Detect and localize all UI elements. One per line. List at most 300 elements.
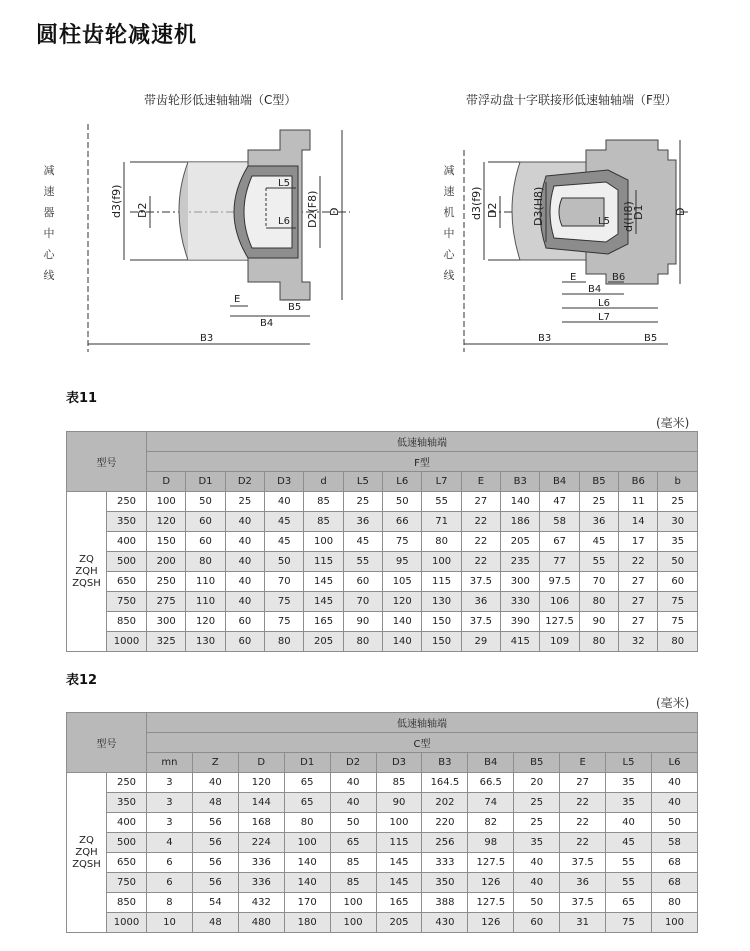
column-header: D3 (265, 472, 304, 492)
diagram-c-drawing (70, 110, 390, 360)
table-row (67, 813, 698, 833)
value-cell: 40 (225, 552, 264, 572)
table-row (67, 773, 698, 793)
value-cell: 22 (461, 532, 500, 552)
value-cell: 50 (383, 492, 422, 512)
value-cell: 95 (383, 552, 422, 572)
dim-e: E (234, 294, 241, 305)
side-char: 机 (443, 206, 455, 219)
value-cell: 256 (422, 833, 468, 853)
dim-d2f8: D2(F8) (306, 190, 319, 228)
side-char: 心 (43, 248, 55, 261)
value-cell: 35 (514, 833, 560, 853)
value-cell: 127.5 (468, 893, 514, 913)
value-cell: 36 (461, 592, 500, 612)
value-cell: 90 (376, 793, 422, 813)
table-row (67, 853, 698, 873)
column-header: d (304, 472, 343, 492)
value-cell: 60 (186, 512, 225, 532)
value-cell: 60 (514, 913, 560, 933)
dim-dh8: d(H8) (622, 201, 635, 232)
value-cell: 45 (606, 833, 652, 853)
value-cell: 85 (304, 512, 343, 532)
value-cell: 82 (468, 813, 514, 833)
table-row (67, 913, 698, 933)
value-cell: 40 (651, 793, 697, 813)
value-cell: 100 (304, 532, 343, 552)
value-cell: 115 (422, 572, 461, 592)
value-cell: 55 (579, 552, 618, 572)
value-cell: 50 (658, 552, 698, 572)
value-cell: 126 (468, 873, 514, 893)
column-header: D (147, 472, 186, 492)
size-cell: 650 (107, 572, 147, 592)
value-cell: 65 (284, 793, 330, 813)
side-char: 中 (43, 227, 55, 240)
value-cell: 56 (192, 833, 238, 853)
dim-b4: B4 (260, 318, 274, 329)
value-cell: 120 (147, 512, 186, 532)
dim-e: E (570, 272, 577, 283)
value-cell: 29 (461, 632, 500, 652)
column-header: B5 (579, 472, 618, 492)
value-cell: 100 (330, 913, 376, 933)
value-cell: 50 (330, 813, 376, 833)
column-header: E (560, 753, 606, 773)
value-cell: 22 (560, 833, 606, 853)
value-cell: 27 (619, 612, 658, 632)
column-header: D1 (284, 753, 330, 773)
series-name: ZQ (79, 834, 94, 846)
value-cell: 65 (284, 773, 330, 793)
group-header: 低速轴轴端 (147, 432, 698, 452)
value-cell: 145 (304, 592, 343, 612)
value-cell: 300 (501, 572, 540, 592)
value-cell: 150 (422, 632, 461, 652)
series-cell (67, 492, 107, 652)
value-cell: 66.5 (468, 773, 514, 793)
value-cell: 25 (343, 492, 382, 512)
value-cell: 75 (265, 592, 304, 612)
diagram-f-drawing (458, 110, 708, 360)
value-cell: 80 (651, 893, 697, 913)
value-cell: 85 (376, 773, 422, 793)
value-cell: 40 (265, 492, 304, 512)
value-cell: 25 (579, 492, 618, 512)
value-cell: 8 (147, 893, 193, 913)
value-cell: 77 (540, 552, 579, 572)
value-cell: 48 (192, 913, 238, 933)
column-header: L5 (606, 753, 652, 773)
dim-b3: B3 (200, 333, 214, 344)
type-header: C型 (147, 733, 698, 753)
side-char: 线 (43, 269, 55, 282)
value-cell: 45 (265, 532, 304, 552)
size-cell: 650 (107, 853, 147, 873)
value-cell: 60 (225, 632, 264, 652)
value-cell: 30 (658, 512, 698, 532)
table-row (67, 612, 698, 632)
size-cell: 750 (107, 592, 147, 612)
table12 (66, 712, 698, 933)
value-cell: 50 (186, 492, 225, 512)
value-cell: 25 (514, 813, 560, 833)
value-cell: 205 (304, 632, 343, 652)
value-cell: 40 (514, 873, 560, 893)
table-row (67, 492, 698, 512)
value-cell: 180 (284, 913, 330, 933)
dim-b4: B4 (588, 284, 602, 295)
value-cell: 150 (422, 612, 461, 632)
value-cell: 37.5 (560, 853, 606, 873)
value-cell: 55 (343, 552, 382, 572)
value-cell: 105 (383, 572, 422, 592)
side-char: 线 (443, 269, 455, 282)
value-cell: 40 (606, 813, 652, 833)
value-cell: 56 (192, 873, 238, 893)
value-cell: 115 (304, 552, 343, 572)
dim-d1: D1 (632, 204, 645, 220)
value-cell: 120 (238, 773, 284, 793)
value-cell: 58 (651, 833, 697, 853)
value-cell: 75 (658, 592, 698, 612)
group-header: 低速轴轴端 (147, 713, 698, 733)
value-cell: 6 (147, 873, 193, 893)
value-cell: 80 (186, 552, 225, 572)
value-cell: 36 (560, 873, 606, 893)
value-cell: 145 (376, 873, 422, 893)
value-cell: 10 (147, 913, 193, 933)
dim-d: D (328, 207, 341, 216)
value-cell: 432 (238, 893, 284, 913)
value-cell: 130 (186, 632, 225, 652)
dim-d3: d3(f9) (470, 186, 483, 220)
value-cell: 60 (343, 572, 382, 592)
size-cell: 400 (107, 532, 147, 552)
column-header: B5 (514, 753, 560, 773)
value-cell: 140 (383, 612, 422, 632)
column-header: b (658, 472, 698, 492)
value-cell: 65 (330, 833, 376, 853)
dim-l5: L5 (278, 178, 290, 189)
value-cell: 25 (658, 492, 698, 512)
value-cell: 145 (304, 572, 343, 592)
table-row (67, 793, 698, 813)
column-header: B3 (501, 472, 540, 492)
value-cell: 14 (619, 512, 658, 532)
value-cell: 430 (422, 913, 468, 933)
value-cell: 80 (579, 592, 618, 612)
value-cell: 45 (343, 532, 382, 552)
value-cell: 80 (658, 632, 698, 652)
value-cell: 40 (225, 572, 264, 592)
value-cell: 70 (343, 592, 382, 612)
size-cell: 1000 (107, 913, 147, 933)
value-cell: 60 (186, 532, 225, 552)
value-cell: 27 (461, 492, 500, 512)
dim-d3h8: D3(H8) (532, 186, 545, 226)
value-cell: 35 (606, 773, 652, 793)
value-cell: 65 (606, 893, 652, 913)
value-cell: 70 (265, 572, 304, 592)
value-cell: 164.5 (422, 773, 468, 793)
value-cell: 47 (540, 492, 579, 512)
dim-d2: D2 (136, 202, 149, 218)
column-header: E (461, 472, 500, 492)
value-cell: 27 (619, 572, 658, 592)
dim-l6: L6 (598, 298, 610, 309)
value-cell: 120 (186, 612, 225, 632)
size-cell: 750 (107, 873, 147, 893)
value-cell: 11 (619, 492, 658, 512)
column-header: B6 (619, 472, 658, 492)
value-cell: 85 (304, 492, 343, 512)
column-header: L5 (343, 472, 382, 492)
value-cell: 120 (383, 592, 422, 612)
type-header: F型 (147, 452, 698, 472)
value-cell: 55 (422, 492, 461, 512)
dim-l6: L6 (278, 216, 290, 227)
column-header: L7 (422, 472, 461, 492)
size-cell: 850 (107, 612, 147, 632)
table11-caption: 表11 (66, 391, 98, 406)
value-cell: 415 (501, 632, 540, 652)
value-cell: 58 (540, 512, 579, 532)
value-cell: 75 (383, 532, 422, 552)
value-cell: 85 (330, 853, 376, 873)
value-cell: 165 (376, 893, 422, 913)
value-cell: 224 (238, 833, 284, 853)
value-cell: 168 (238, 813, 284, 833)
diagram-f-caption: 带浮动盘十字联接形低速轴轴端（F型） (466, 93, 677, 107)
value-cell: 80 (579, 632, 618, 652)
value-cell: 48 (192, 793, 238, 813)
value-cell: 97.5 (540, 572, 579, 592)
value-cell: 67 (540, 532, 579, 552)
value-cell: 32 (619, 632, 658, 652)
value-cell: 330 (501, 592, 540, 612)
column-header: D2 (225, 472, 264, 492)
value-cell: 100 (330, 893, 376, 913)
column-header: Z (192, 753, 238, 773)
size-cell: 500 (107, 833, 147, 853)
value-cell: 100 (422, 552, 461, 572)
value-cell: 140 (284, 853, 330, 873)
value-cell: 336 (238, 853, 284, 873)
table11 (66, 431, 698, 652)
value-cell: 186 (501, 512, 540, 532)
value-cell: 126 (468, 913, 514, 933)
value-cell: 40 (514, 853, 560, 873)
series-name: ZQ (79, 553, 94, 565)
column-header: D (238, 753, 284, 773)
value-cell: 100 (284, 833, 330, 853)
value-cell: 66 (383, 512, 422, 532)
value-cell: 50 (514, 893, 560, 913)
value-cell: 68 (651, 853, 697, 873)
value-cell: 22 (619, 552, 658, 572)
value-cell: 40 (225, 592, 264, 612)
value-cell: 250 (147, 572, 186, 592)
value-cell: 165 (304, 612, 343, 632)
value-cell: 106 (540, 592, 579, 612)
value-cell: 170 (284, 893, 330, 913)
value-cell: 80 (284, 813, 330, 833)
value-cell: 140 (383, 632, 422, 652)
size-cell: 350 (107, 793, 147, 813)
dim-b5: B5 (288, 302, 302, 313)
side-char: 器 (43, 206, 55, 219)
value-cell: 40 (330, 793, 376, 813)
value-cell: 109 (540, 632, 579, 652)
series-name: ZQH (75, 846, 98, 858)
table-row (67, 833, 698, 853)
table12-caption: 表12 (66, 673, 98, 688)
value-cell: 40 (192, 773, 238, 793)
value-cell: 3 (147, 793, 193, 813)
value-cell: 74 (468, 793, 514, 813)
value-cell: 75 (658, 612, 698, 632)
value-cell: 140 (501, 492, 540, 512)
dim-b3: B3 (538, 333, 552, 344)
value-cell: 45 (579, 532, 618, 552)
column-header: B3 (422, 753, 468, 773)
value-cell: 300 (147, 612, 186, 632)
dim-l5: L5 (598, 216, 610, 227)
dim-d3: d3(f9) (110, 184, 123, 218)
value-cell: 127.5 (468, 853, 514, 873)
value-cell: 55 (606, 853, 652, 873)
side-char: 中 (443, 227, 455, 240)
column-header: B4 (540, 472, 579, 492)
value-cell: 127.5 (540, 612, 579, 632)
value-cell: 3 (147, 813, 193, 833)
value-cell: 27 (560, 773, 606, 793)
value-cell: 85 (330, 873, 376, 893)
value-cell: 140 (284, 873, 330, 893)
table-row (67, 532, 698, 552)
value-cell: 68 (651, 873, 697, 893)
value-cell: 275 (147, 592, 186, 612)
size-cell: 250 (107, 492, 147, 512)
value-cell: 200 (147, 552, 186, 572)
column-header: B4 (468, 753, 514, 773)
diagram-c-caption: 带齿轮形低速轴轴端（C型） (144, 93, 297, 107)
column-header: L6 (651, 753, 697, 773)
series-name: ZQSH (72, 858, 101, 870)
value-cell: 115 (376, 833, 422, 853)
value-cell: 25 (225, 492, 264, 512)
value-cell: 80 (343, 632, 382, 652)
value-cell: 110 (186, 592, 225, 612)
value-cell: 60 (225, 612, 264, 632)
value-cell: 235 (501, 552, 540, 572)
value-cell: 202 (422, 793, 468, 813)
dim-d2: D2 (486, 202, 499, 218)
table12-unit: (毫米) (656, 696, 690, 710)
value-cell: 40 (225, 512, 264, 532)
size-cell: 400 (107, 813, 147, 833)
value-cell: 22 (560, 793, 606, 813)
table-row (67, 572, 698, 592)
size-cell: 500 (107, 552, 147, 572)
value-cell: 4 (147, 833, 193, 853)
value-cell: 110 (186, 572, 225, 592)
page-title: 圆柱齿轮减速机 (36, 23, 198, 48)
series-name: ZQH (75, 565, 98, 577)
value-cell: 90 (343, 612, 382, 632)
value-cell: 31 (560, 913, 606, 933)
value-cell: 35 (658, 532, 698, 552)
value-cell: 37.5 (461, 572, 500, 592)
value-cell: 100 (651, 913, 697, 933)
side-char: 减 (43, 164, 55, 177)
value-cell: 145 (376, 853, 422, 873)
side-char: 减 (443, 164, 455, 177)
value-cell: 80 (422, 532, 461, 552)
side-char: 速 (43, 185, 55, 198)
size-cell: 350 (107, 512, 147, 532)
dim-b5: B5 (644, 333, 658, 344)
value-cell: 3 (147, 773, 193, 793)
column-header: L6 (383, 472, 422, 492)
value-cell: 205 (501, 532, 540, 552)
value-cell: 27 (619, 592, 658, 612)
value-cell: 80 (265, 632, 304, 652)
value-cell: 480 (238, 913, 284, 933)
value-cell: 36 (579, 512, 618, 532)
value-cell: 390 (501, 612, 540, 632)
value-cell: 336 (238, 873, 284, 893)
side-char: 心 (443, 248, 455, 261)
value-cell: 60 (658, 572, 698, 592)
value-cell: 75 (265, 612, 304, 632)
value-cell: 130 (422, 592, 461, 612)
column-header: D3 (376, 753, 422, 773)
value-cell: 388 (422, 893, 468, 913)
value-cell: 22 (560, 813, 606, 833)
model-header: 型号 (67, 432, 147, 492)
value-cell: 205 (376, 913, 422, 933)
value-cell: 37.5 (461, 612, 500, 632)
value-cell: 100 (376, 813, 422, 833)
value-cell: 333 (422, 853, 468, 873)
size-cell: 1000 (107, 632, 147, 652)
value-cell: 50 (265, 552, 304, 572)
column-header: D1 (186, 472, 225, 492)
value-cell: 40 (330, 773, 376, 793)
dim-b6: B6 (612, 272, 626, 283)
value-cell: 50 (651, 813, 697, 833)
value-cell: 20 (514, 773, 560, 793)
value-cell: 90 (579, 612, 618, 632)
value-cell: 40 (651, 773, 697, 793)
value-cell: 144 (238, 793, 284, 813)
value-cell: 22 (461, 512, 500, 532)
series-name: ZQSH (72, 577, 101, 589)
diagram-c-side-label (42, 160, 56, 286)
size-cell: 850 (107, 893, 147, 913)
column-header: mn (147, 753, 193, 773)
table-row (67, 592, 698, 612)
model-header: 型号 (67, 713, 147, 773)
value-cell: 55 (606, 873, 652, 893)
value-cell: 100 (147, 492, 186, 512)
value-cell: 54 (192, 893, 238, 913)
value-cell: 220 (422, 813, 468, 833)
value-cell: 36 (343, 512, 382, 532)
value-cell: 71 (422, 512, 461, 532)
